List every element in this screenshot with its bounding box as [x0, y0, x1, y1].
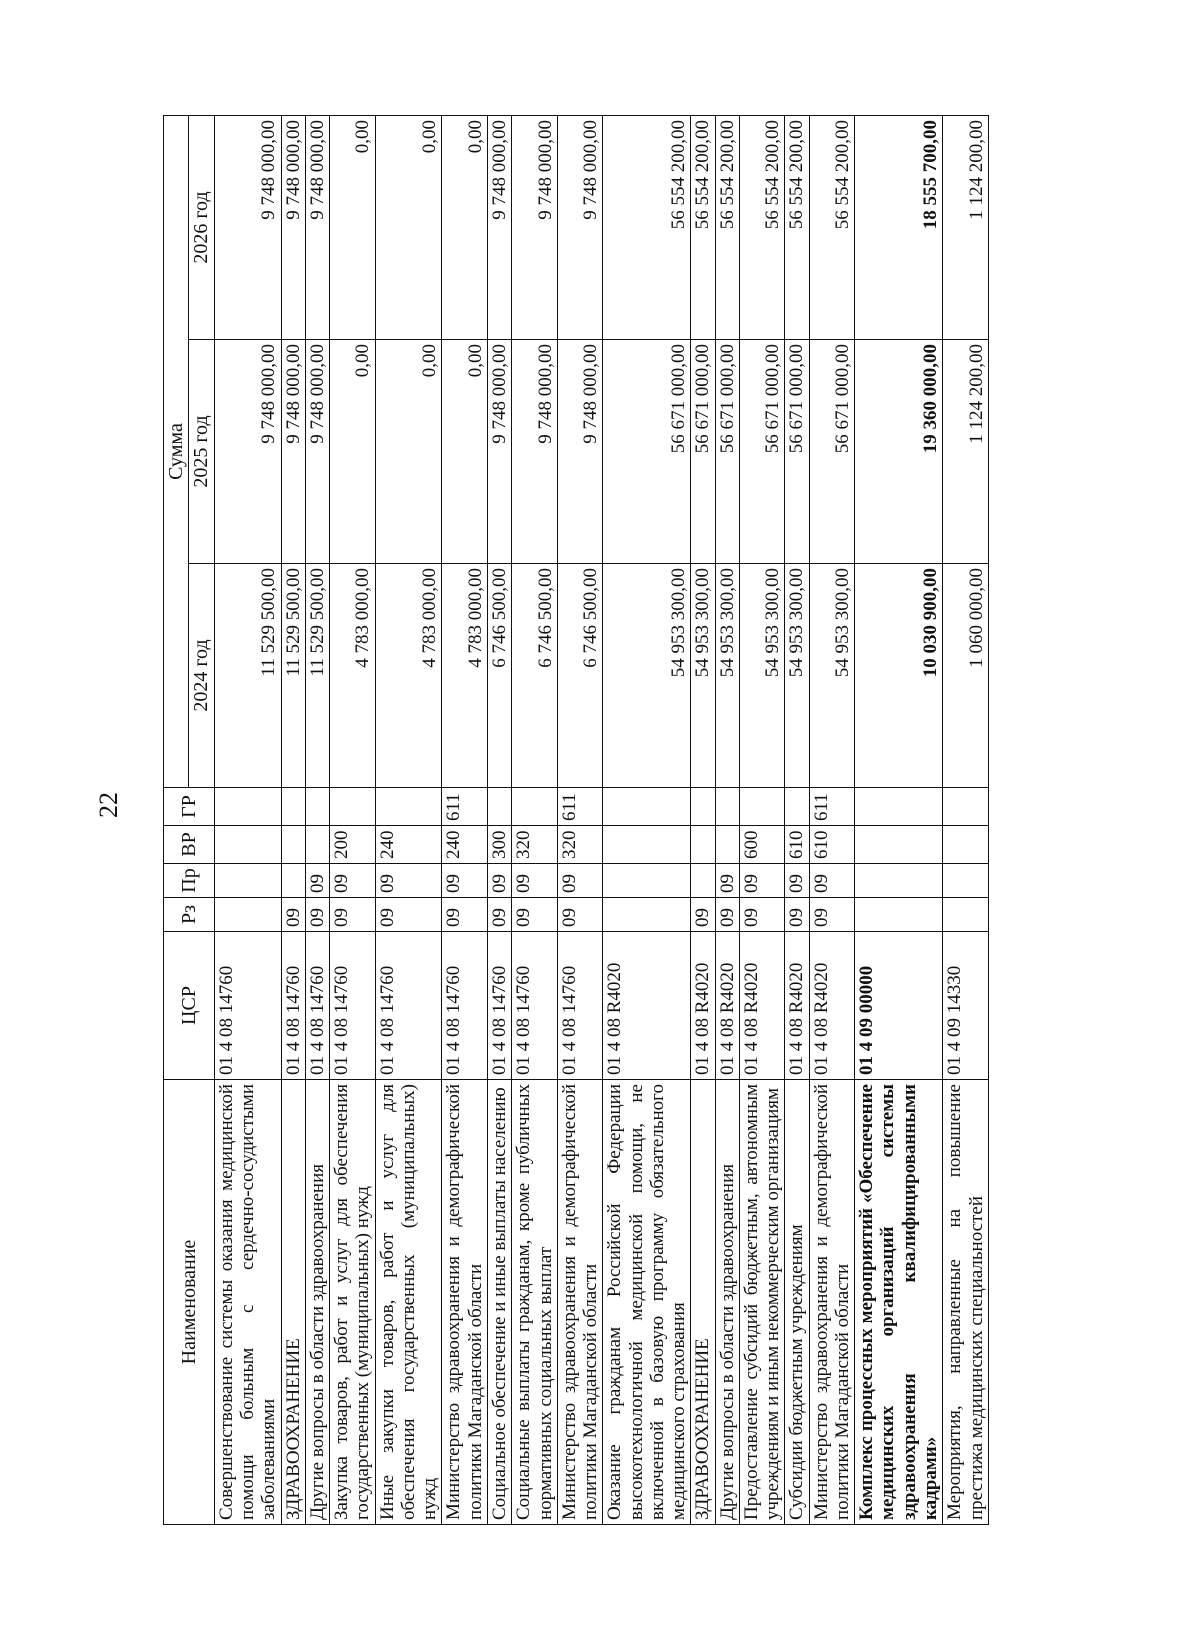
row-pr: 09: [809, 864, 855, 898]
row-pr: [281, 864, 305, 898]
table-row: [557, 115, 603, 1524]
row-gr: [305, 788, 329, 826]
table-row: [809, 115, 855, 1524]
row-name: Предоставление субсидий бюджетным, автономным учреждениям и иным некоммерческим организациям: [739, 1080, 785, 1525]
row-csr: 01 4 08 R4020: [691, 932, 715, 1080]
header-sum: Сумма: [164, 115, 189, 787]
row-sum-2024: 11 529 500,00: [214, 564, 281, 788]
table-row: [214, 115, 281, 1524]
row-rz: [603, 898, 691, 932]
row-vr: [691, 826, 715, 864]
row-name: Министерство здравоохранения и демографической политики Магаданской области: [442, 1080, 488, 1525]
row-gr: [943, 788, 989, 826]
row-pr: 09: [557, 864, 603, 898]
row-name: Министерство здравоохранения и демографической политики Магаданской области: [809, 1080, 855, 1525]
row-sum-2026: 9 748 000,00: [487, 115, 511, 339]
row-vr: 200: [330, 826, 376, 864]
row-sum-2025: 0,00: [330, 340, 376, 564]
table-row: [375, 115, 442, 1524]
table-row: [442, 115, 488, 1524]
row-sum-2024: 6 746 500,00: [512, 564, 558, 788]
row-name: Социальное обеспечение и иные выплаты населению: [487, 1080, 511, 1525]
row-sum-2026: 56 554 200,00: [809, 115, 855, 339]
row-vr: 610: [785, 826, 809, 864]
row-sum-2026: 56 554 200,00: [739, 115, 785, 339]
row-sum-2024: 4 783 000,00: [330, 564, 376, 788]
row-gr: [281, 788, 305, 826]
row-sum-2025: 9 748 000,00: [487, 340, 511, 564]
row-rz: 09: [281, 898, 305, 932]
row-sum-2024: 11 529 500,00: [305, 564, 329, 788]
row-sum-2026: 56 554 200,00: [691, 115, 715, 339]
row-sum-2025: 9 748 000,00: [214, 340, 281, 564]
row-csr: 01 4 08 R4020: [809, 932, 855, 1080]
table-row: [281, 115, 305, 1524]
row-gr: [739, 788, 785, 826]
row-gr: [855, 788, 943, 826]
row-csr: 01 4 08 14760: [330, 932, 376, 1080]
row-rz: [855, 898, 943, 932]
row-pr: 09: [715, 864, 739, 898]
row-sum-2024: 54 953 300,00: [785, 564, 809, 788]
table-row: [739, 115, 785, 1524]
row-csr: 01 4 08 14760: [305, 932, 329, 1080]
row-name: Совершенствование системы оказания медицинской помощи больным с сердечно-сосудистыми заболеваниями: [214, 1080, 281, 1525]
row-vr: [855, 826, 943, 864]
row-vr: [943, 826, 989, 864]
table-row: [855, 115, 943, 1524]
row-sum-2024: 54 953 300,00: [715, 564, 739, 788]
row-rz: 09: [442, 898, 488, 932]
row-name: Другие вопросы в области здравоохранения: [305, 1080, 329, 1525]
row-rz: 09: [691, 898, 715, 932]
row-sum-2025: 56 671 000,00: [739, 340, 785, 564]
row-gr: [330, 788, 376, 826]
header-csr: ЦСР: [164, 932, 215, 1080]
row-rz: 09: [487, 898, 511, 932]
row-sum-2024: 54 953 300,00: [739, 564, 785, 788]
row-name: Социальные выплаты гражданам, кроме публичных нормативных социальных выплат: [512, 1080, 558, 1525]
row-csr: 01 4 08 14760: [512, 932, 558, 1080]
row-sum-2025: 9 748 000,00: [557, 340, 603, 564]
header-year-2024: 2024 год: [189, 564, 214, 788]
header-name: Наименование: [164, 1080, 215, 1525]
row-name: Субсидии бюджетным учреждениям: [785, 1080, 809, 1525]
row-pr: 09: [785, 864, 809, 898]
row-sum-2025: 0,00: [442, 340, 488, 564]
row-csr: 01 4 09 14330: [943, 932, 989, 1080]
header-gr: ГР: [164, 788, 215, 826]
row-sum-2026: 1 124 200,00: [943, 115, 989, 339]
row-rz: [943, 898, 989, 932]
header-pr: Пр: [164, 864, 215, 898]
table-row: [603, 115, 691, 1524]
row-pr: [855, 864, 943, 898]
row-vr: 600: [739, 826, 785, 864]
row-rz: 09: [512, 898, 558, 932]
row-name: Иные закупки товаров, работ и услуг для обеспечения государственных (муниципальных) нужд: [375, 1080, 442, 1525]
row-pr: [691, 864, 715, 898]
budget-table: [163, 115, 989, 1525]
row-pr: 09: [330, 864, 376, 898]
row-rz: 09: [330, 898, 376, 932]
row-sum-2026: 9 748 000,00: [557, 115, 603, 339]
row-sum-2026: 9 748 000,00: [305, 115, 329, 339]
table-header-row: [164, 115, 189, 1524]
row-csr: 01 4 08 14760: [214, 932, 281, 1080]
row-vr: 610: [809, 826, 855, 864]
row-pr: 09: [487, 864, 511, 898]
row-csr: 01 4 09 00000: [855, 932, 943, 1080]
row-rz: 09: [305, 898, 329, 932]
row-vr: 320: [512, 826, 558, 864]
row-name: ЗДРАВООХРАНЕНИЕ: [691, 1080, 715, 1525]
row-sum-2025: 9 748 000,00: [305, 340, 329, 564]
row-sum-2025: 56 671 000,00: [715, 340, 739, 564]
row-sum-2026: 0,00: [330, 115, 376, 339]
row-gr: [785, 788, 809, 826]
row-sum-2024: 11 529 500,00: [281, 564, 305, 788]
row-sum-2024: 54 953 300,00: [603, 564, 691, 788]
row-gr: [603, 788, 691, 826]
row-sum-2024: 6 746 500,00: [487, 564, 511, 788]
row-pr: 09: [305, 864, 329, 898]
budget-table-container: [163, 115, 1053, 1525]
table-body: [214, 115, 988, 1524]
row-pr: [214, 864, 281, 898]
row-sum-2025: 19 360 000,00: [855, 340, 943, 564]
table-row: [305, 115, 329, 1524]
row-sum-2025: 9 748 000,00: [281, 340, 305, 564]
row-sum-2025: 0,00: [375, 340, 442, 564]
row-sum-2024: 54 953 300,00: [691, 564, 715, 788]
row-sum-2026: 56 554 200,00: [785, 115, 809, 339]
row-csr: 01 4 08 R4020: [603, 932, 691, 1080]
row-gr: [512, 788, 558, 826]
row-pr: 09: [739, 864, 785, 898]
table-row: [512, 115, 558, 1524]
row-csr: 01 4 08 R4020: [715, 932, 739, 1080]
table-row: [715, 115, 739, 1524]
row-rz: 09: [557, 898, 603, 932]
row-sum-2024: 54 953 300,00: [809, 564, 855, 788]
row-csr: 01 4 08 R4020: [739, 932, 785, 1080]
row-vr: 240: [375, 826, 442, 864]
row-rz: 09: [715, 898, 739, 932]
row-gr: [715, 788, 739, 826]
row-gr: [487, 788, 511, 826]
table-row: [943, 115, 989, 1524]
row-gr: 611: [442, 788, 488, 826]
row-sum-2026: 9 748 000,00: [281, 115, 305, 339]
row-pr: [603, 864, 691, 898]
row-rz: 09: [739, 898, 785, 932]
table-row: [785, 115, 809, 1524]
row-rz: 09: [809, 898, 855, 932]
row-name: Министерство здравоохранения и демографической политики Магаданской области: [557, 1080, 603, 1525]
row-sum-2024: 6 746 500,00: [557, 564, 603, 788]
header-year-2025: 2025 год: [189, 340, 214, 564]
header-rz: Рз: [164, 898, 215, 932]
row-vr: [214, 826, 281, 864]
row-csr: 01 4 08 14760: [375, 932, 442, 1080]
row-rz: 09: [375, 898, 442, 932]
row-gr: 611: [557, 788, 603, 826]
row-sum-2025: 1 124 200,00: [943, 340, 989, 564]
row-rz: 09: [785, 898, 809, 932]
row-pr: 09: [442, 864, 488, 898]
row-gr: [691, 788, 715, 826]
row-name: Закупка товаров, работ и услуг для обеспечения государственных (муниципальных) нужд: [330, 1080, 376, 1525]
row-sum-2024: 4 783 000,00: [375, 564, 442, 788]
row-gr: [375, 788, 442, 826]
row-sum-2025: 56 671 000,00: [603, 340, 691, 564]
row-sum-2024: 1 060 000,00: [943, 564, 989, 788]
row-sum-2026: 56 554 200,00: [603, 115, 691, 339]
row-vr: 240: [442, 826, 488, 864]
row-sum-2026: 0,00: [375, 115, 442, 339]
row-csr: 01 4 08 14760: [281, 932, 305, 1080]
row-sum-2025: 9 748 000,00: [512, 340, 558, 564]
row-sum-2025: 56 671 000,00: [785, 340, 809, 564]
row-sum-2024: 10 030 900,00: [855, 564, 943, 788]
row-pr: 09: [512, 864, 558, 898]
row-sum-2026: 9 748 000,00: [512, 115, 558, 339]
row-name: ЗДРАВООХРАНЕНИЕ: [281, 1080, 305, 1525]
row-vr: 320: [557, 826, 603, 864]
row-vr: 300: [487, 826, 511, 864]
table-row: [330, 115, 376, 1524]
row-vr: [305, 826, 329, 864]
row-gr: [214, 788, 281, 826]
row-sum-2025: 56 671 000,00: [809, 340, 855, 564]
row-pr: 09: [375, 864, 442, 898]
row-sum-2026: 0,00: [442, 115, 488, 339]
row-gr: 611: [809, 788, 855, 826]
row-csr: 01 4 08 14760: [557, 932, 603, 1080]
table-row: [691, 115, 715, 1524]
header-year-2026: 2026 год: [189, 115, 214, 339]
page-number: 22: [94, 792, 123, 818]
row-csr: 01 4 08 14760: [442, 932, 488, 1080]
header-vr: ВР: [164, 826, 215, 864]
row-name: Оказание гражданам Российской Федерации высокотехнологичной медицинской помощи, не включенной в базовую программу обязательного медицинского страхования: [603, 1080, 691, 1525]
row-name: Комплекс процессных мероприятий «Обеспечение медицинских организаций системы здравоохранения квалифицированными кадрами»: [855, 1080, 943, 1525]
row-sum-2024: 4 783 000,00: [442, 564, 488, 788]
row-sum-2025: 56 671 000,00: [691, 340, 715, 564]
row-sum-2026: 56 554 200,00: [715, 115, 739, 339]
row-name: Другие вопросы в области здравоохранения: [715, 1080, 739, 1525]
row-sum-2026: 18 555 700,00: [855, 115, 943, 339]
row-vr: [715, 826, 739, 864]
row-pr: [943, 864, 989, 898]
row-sum-2026: 9 748 000,00: [214, 115, 281, 339]
row-name: Мероприятия, направленные на повышение престижа медицинских специальностей: [943, 1080, 989, 1525]
row-vr: [603, 826, 691, 864]
row-csr: 01 4 08 R4020: [785, 932, 809, 1080]
row-vr: [281, 826, 305, 864]
row-csr: 01 4 08 14760: [487, 932, 511, 1080]
row-rz: [214, 898, 281, 932]
table-row: [487, 115, 511, 1524]
